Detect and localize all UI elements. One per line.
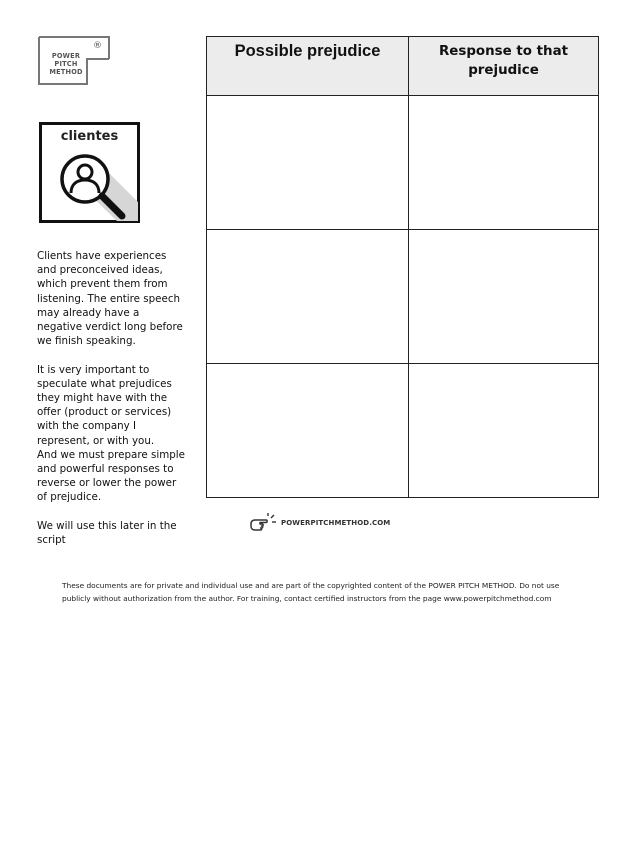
response-cell[interactable] (409, 364, 599, 498)
prejudice-cell[interactable] (207, 364, 409, 498)
clients-label: clientes (60, 129, 119, 144)
registered-mark: ® (93, 41, 102, 51)
description-paragraph-1: Clients have experiences and preconceived ideas, which prevent them from listening. The entire speech may already have a negative verdict long before we finish speaking. (37, 250, 183, 348)
logo-line-pitch: PITCH (54, 60, 78, 68)
power-pitch-logo (38, 36, 110, 85)
website-link[interactable]: POWERPITCHMETHOD.COM (281, 519, 391, 527)
pointing-hand-icon (249, 513, 277, 533)
logo-line-method: METHOD (49, 68, 83, 76)
description-text (37, 249, 187, 547)
response-cell[interactable] (409, 96, 599, 230)
prejudice-table (206, 36, 599, 498)
table-row (207, 364, 599, 498)
description-paragraph-3: And we must prepare simple and powerful responses to reverse or lower the power of prejudice. (37, 448, 185, 504)
copyright-footer: These documents are for private and individual use and are part of the copyrighted content of the POWER PITCH METHOD. Do not use publicly without authorization from the author. For training, contact certified instructors from the page www.powerpitchmethod.com (62, 581, 560, 603)
website-stamp[interactable] (249, 512, 390, 534)
description-paragraph-2: It is very important to speculate what prejudices they might have with the offer (product or services) with the company I represent, or with you. (37, 363, 172, 447)
prejudice-cell[interactable] (207, 96, 409, 230)
clients-icon-box (39, 122, 140, 223)
logo-text (45, 52, 87, 76)
table-header-row (207, 37, 599, 96)
table-row (207, 230, 599, 364)
prejudice-cell[interactable] (207, 230, 409, 364)
logo-line-power: POWER (51, 52, 81, 60)
header-response: Response to that prejudice (409, 37, 599, 96)
table-row (207, 96, 599, 230)
header-possible-prejudice: Possible prejudice (207, 37, 409, 96)
response-cell[interactable] (409, 230, 599, 364)
description-paragraph-4: We will use this later in the script (37, 519, 177, 547)
